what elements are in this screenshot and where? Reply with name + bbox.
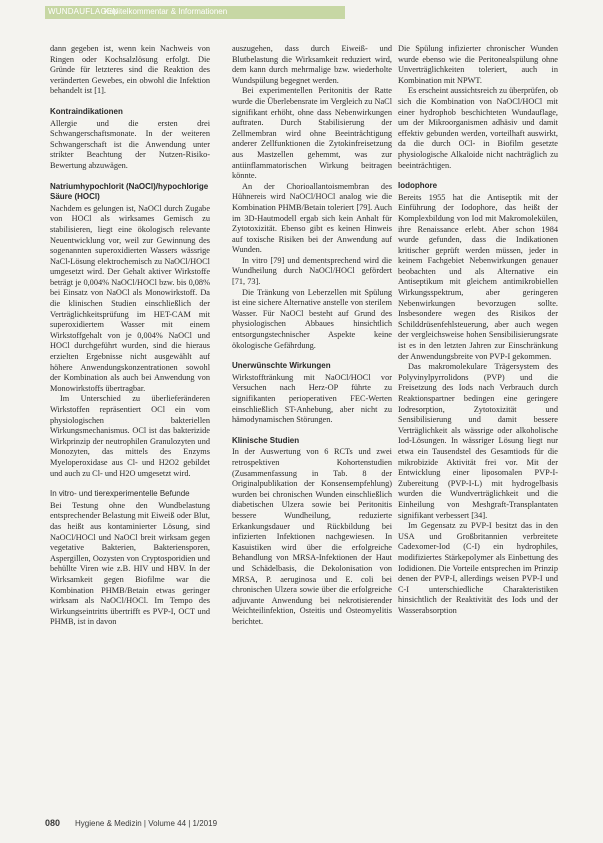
paragraph: Bei Testung ohne den Wundbelastung entsprechender Belastung mit Eiweiß oder Blut, das heißt aus kontaminierter Lösung, sind NaOCl/HOCl und NaOCl breit wirksam gegen vegetative Bakterien, Bakteriensporen, Aspergillen, Oozysten von Cryptosporidien und behüllte Viren wie z.B. HIV und HBV. In der Wirksamkeit gegen Biofilme war die Kombination PHMB/Betain etwas geringer wirksam als NaOCl/HOCl. Im Tempo des Wirkungseintritts übertrifft es PVP-I, OCT und PHMB, ist in davon (50, 500, 210, 627)
paragraph: Das makromolekulare Trägersystem des Polyvinylpyrrolidons (PVP) und die Freisetzung des Iods nach Verbrauch durch Reaktionspartner bedingen eine geringere Iodresorption, Zytotoxizität und Sensibilisierung und damit bessere Verträglichkeit als wässrige oder alkoholische Iod-Lösungen. In wässriger Lösung liegt nur etwa ein Tausendstel des Gesamtiods für die mikrobizide Aktivität frei vor. Mit der Entwicklung einer liposomalen PVP-I-Zubereitung (PVP-I-L) mit hydrogelbasis wurden die Wundverträglichkeit und die Einheilung von Meshgraft-Transplantaten signifikant verbessert [34]. (398, 362, 558, 520)
section-heading: Kontraindikationen (50, 106, 123, 116)
paragraph: auszugehen, dass durch Eiweiß- und Blutbelastung die Wirksamkeit reduziert wird, dem kann durch mehrmalige bzw. wiederholte Wundspülung begegnet werden. (232, 44, 392, 85)
paragraph: Allergie und die ersten drei Schwangerschaftsmonate. In der weiteren Schwangerschaft ist die Anwendung unter strikter Beachtung der Nutzen-Risiko-Bewertung abzuwägen. (50, 118, 210, 170)
paragraph: Bereits 1955 hat die Antiseptik mit der Einführung der Iodophore, das heißt der Komplexbildung von Iod mit Makromolekülen, ihre Renaissance erlebt. Aber schon 1984 wurde gefunden, dass die Indikationen kritischer geprüft werden müssen, jeder in keinem Fachgebiet Nebenwirkungen genauer beobachten und als Alternative ein Antiseptikum mit gleichem antimikrobiellen Wirkungsspektrum, aber geringeren Nebenwirkungen bevorzugen sollte. Insbesondere wegen des Risikos der Schilddrüsenfehlsteuerung, aber auch wegen der vergleichsweise hohen Sensibilisierungsrate ist es in den letzten Jahren zur Einschränkung der Anwendungsbreite von PVP-I gekommen. (398, 192, 558, 361)
section-heading: Iodophore (398, 181, 438, 191)
column-1 (50, 44, 210, 628)
paragraph: In vitro [79] und dementsprechend wird die Wundheilung durch NaOCl/HOCl gefördert [71, 73]. (232, 255, 392, 287)
paragraph: Bei experimentellen Peritonitis der Ratte wurde die Überlebensrate im Vergleich zu NaCl signifikant erhöht, ohne dass Nebenwirkungen auftraten. Durch Stabilisierung der Zellmembran wird ohne Beeinträchtigung anderer Zellfunktionen die Zytokinfreisetzung aus Mastzellen gehemmt, was zur antiinflammatorischen Wirkung beitragen könnte. (232, 86, 392, 181)
paragraph: Wirkstofftränkung mit NaOCl/HOCl vor Versuchen nach Herz-OP führte zu signifikanten perioperativen FEC-Werten einschließlich ST-Anhebung, aber nicht zu hämodynamischen Störungen. (232, 372, 392, 425)
paragraph: Die Spülung infizierter chronischer Wunden wurde ebenso wie die Peritonealspülung ohne Unverträglichkeiten toleriert, auch in Kombination mit NPWT. (398, 44, 558, 85)
page-header (0, 0, 603, 22)
section-heading: Klinische Studien (232, 435, 300, 445)
page-number: 080 (45, 818, 61, 828)
page-footer (45, 818, 565, 832)
paragraph: dann gegeben ist, wenn kein Nachweis von Ringen oder Kochsalzlösung erfolgt. Die Gründe für letzteres sind die Reaktion des veränderten Gewebes, ein obwohl die Infektion behandelt ist [1]. (50, 44, 210, 96)
section-heading: Unerwünschte Wirkungen (232, 361, 331, 371)
paragraph: An der Chorioallantoismembran des Hühnereis wird NaOCl/HOCl analog wie die Kombination PHMB/Betain toleriert [79]. Auch im 3D-Hautmodell ergab sich kein Anhalt für Zytotoxizität. Ebenso gibt es keinen Hinweis auf toxische Risiken bei der Anwendung auf Wunden. (232, 181, 392, 255)
journal-info: Hygiene & Medizin | Volume 44 | 1/2019 (75, 819, 218, 828)
paragraph: In der Auswertung von 6 RCTs und zwei retrospektiven Kohortenstudien (Zusammenfassung in Tab. 8 der Originalpublikation der Konsensempfehlung) wurden bei chronischen Wunden einschließlich diabetischen Ulzera sowie bei Peritonitis bessere Wundheilung, reduzierte Erkankungsdauer und Rückbildung bei infizierten Infektionen nachgewiesen. In Kasuistiken wird über die erfolgreiche Behandlung von MRSA-Infektionen der Haut und Schädelbasis, die Dekolonisation von MRSA, P. aeruginosa und E. coli bei chronischen Ulzera sowie über die erfolgreiche adjuvante Anwendung bei nekrotisierender Weichteilinfektion, Osteitis und Osteomyelitis berichtet. (232, 447, 392, 626)
paragraph: Die Tränkung von Leberzellen mit Spülung ist eine sichere Alternative anstelle von sterilem Wasser. Für NaOCl besteht auf Grund des physiologischen Abbaues hinsichtlich entsorgungstechnischer Aspekte keine ökologische Gefährdung. (232, 287, 392, 350)
header-title: Kapitelkommentar & Informationen (104, 7, 228, 16)
column-2 (232, 44, 392, 627)
section-heading: Natriumhypochlorit (NaOCl)/hypochlorige Säure (HOCl) (50, 181, 209, 202)
paragraph: Nachdem es gelungen ist, NaOCl durch Zugabe von HOCl als wirksames Gemisch zu stabilisieren, liegt eine ökologisch relevante Neuentwicklung vor, weil zur Gewinnung des sogenannten superoxidierten Wassers wässrige NaCl-Lösung elektrochemisch zu NaOCl/HOCl umgesetzt wird. Der Gehalt aktiver Wirkstoffe beträgt je 0,004% NaOCl/HOCl bzw. bis 0,08% bei Einsatz von NaOCl als Monowirkstoff. Da die klinischen Studien einschließlich der Verträglichkeitsprüfung im HET-CAM mit superoxidiertem Wasser mit einem Wirkstoffgehalt von je 0,004% NaOCl und HOCl durchgeführt wurden, sind die hieraus erzielten Ergebnisse nicht ausgewählt auf höhere Anwendungskonzentrationen sowohl der Kombination als auch bei Anwendung von Monowirkstoffs übertragbar. (50, 203, 210, 393)
column-3 (398, 44, 558, 616)
paragraph: Im Unterschied zu überlieferänderen Wirkstoffen repräsentiert OCl ein vom physiologischen bakteriellen Wirkungsmechanismus. OCl ist das bakterizide Wirkprinzip der neutrophilen Granulozyten und Monozyten, das mittels des Enzyms Myeloperoxidase aus Cl- und H2O2 gebildet und auch zu Cl- und H2O umgesetzt wird. (50, 394, 210, 478)
paragraph: Im Gegensatz zu PVP-I besitzt das in den USA und Großbritannien verbreitete Cadexomer-Iod (C-I) ein hydrophiles, modifiziertes Stärkepolymer als Einbettung des Iodidionen. Die Vorteile entsprechen im Prinzip denen der PVP-I, allerdings weisen PVP-I und C-I unterschiedliche Charakteristiken hinsichtlich der Reaktivität des Iods und der Wasserabsorption (398, 521, 558, 615)
header-section: WUNDAUFLAGEN (48, 7, 119, 16)
section-heading: In vitro- und tierexperimentelle Befunde (50, 489, 190, 499)
paragraph: Es erscheint aussichtsreich zu überprüfen, ob sich die Kombination von NaOCl/HOCl mit einer hydrophob beschichteten Wundauflage, um der Mikroorganismen adhäsiv und damit effektiv gebunden werden, vorteilhaft auswirkt, da die durch OCl- in Biofilm gesetzte physiologische Alkaloide nicht nachträglich zu beeinträchtigen. (398, 86, 558, 170)
